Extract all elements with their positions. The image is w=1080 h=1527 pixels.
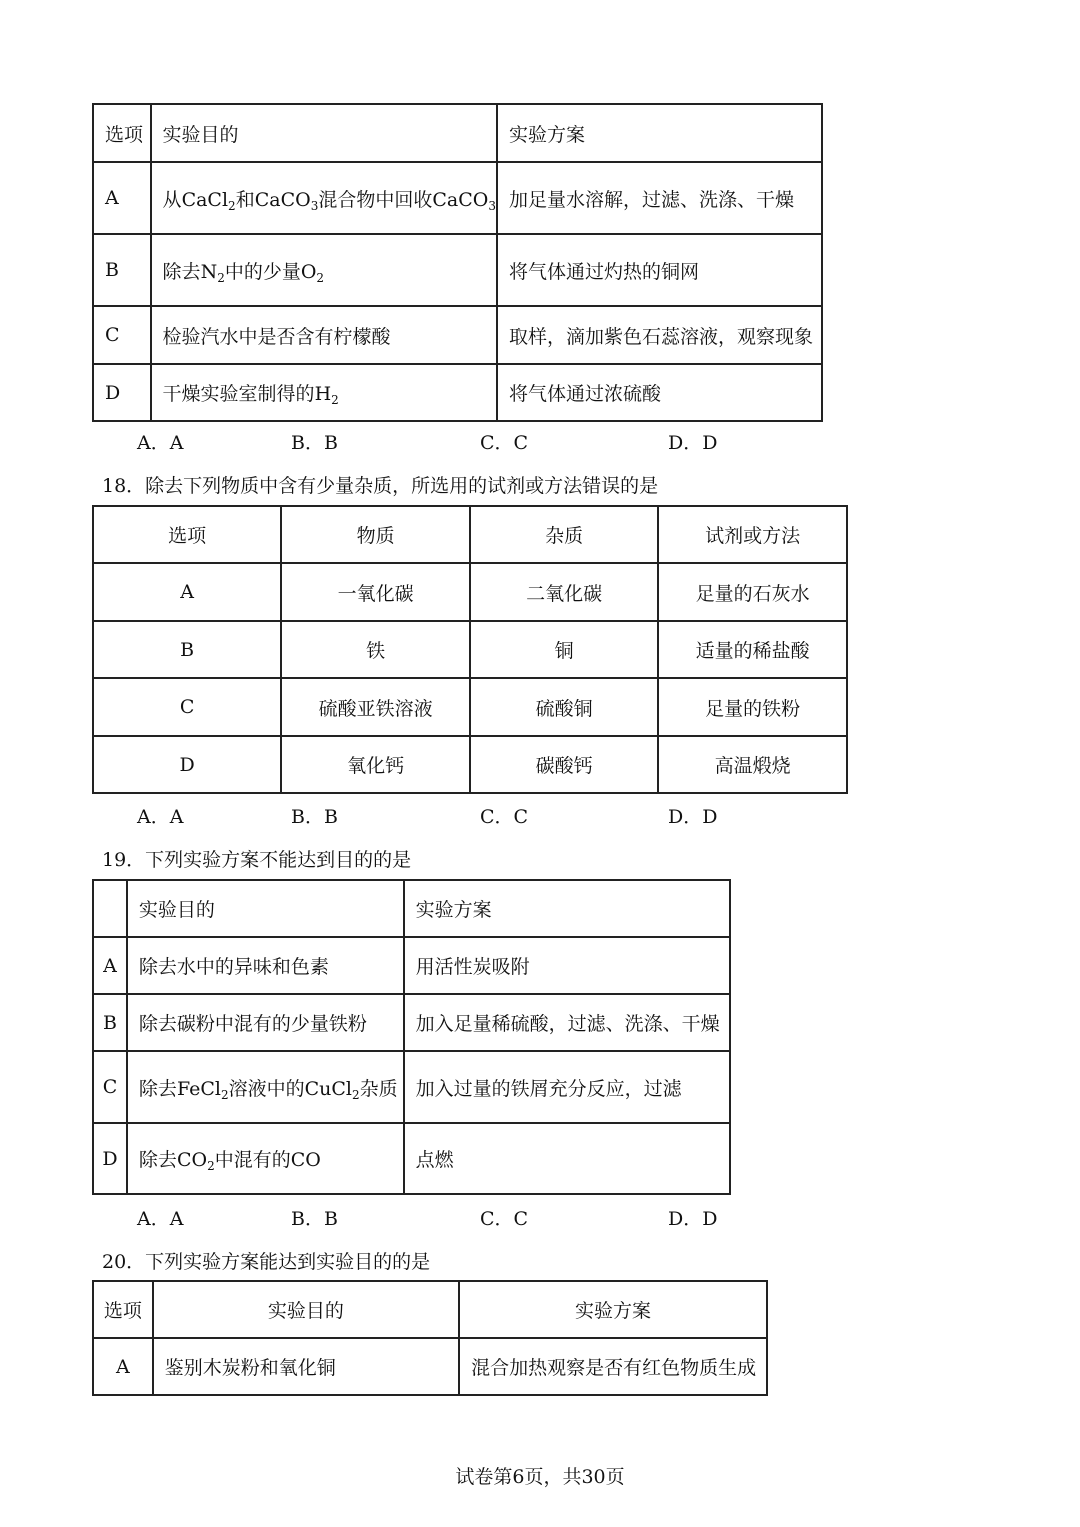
- method-cell: 足量的石灰水: [658, 563, 847, 621]
- goal-cell: 检验汽水中是否含有柠檬酸: [151, 306, 497, 364]
- header-cell: 实验目的: [151, 104, 497, 162]
- goal-cell: 除去水中的异味和色素: [127, 937, 404, 994]
- option-cell: B: [93, 234, 151, 306]
- method-cell: 适量的稀盐酸: [658, 621, 847, 678]
- option-cell: D: [93, 1123, 127, 1194]
- goal-cell: 干燥实验室制得的$H_2$: [151, 364, 497, 421]
- option-cell: B: [93, 994, 127, 1051]
- header-cell: 实验目的: [127, 880, 404, 937]
- header-cell: 杂质: [470, 506, 658, 563]
- answer-option-b[interactable]: B．B: [291, 1208, 338, 1230]
- plan-cell: 加入过量的铁屑充分反应，过滤: [404, 1051, 730, 1123]
- answer-option-c[interactable]: C．C: [480, 806, 529, 828]
- table-q18: [92, 505, 848, 794]
- answer-option-d[interactable]: D．D: [668, 806, 718, 828]
- option-cell: C: [93, 306, 151, 364]
- header-cell: 选项: [93, 506, 281, 563]
- option-cell: B: [93, 621, 281, 678]
- impurity-cell: 硫酸铜: [470, 678, 658, 736]
- header-cell: 实验目的: [153, 1281, 459, 1338]
- option-cell: A: [93, 162, 151, 234]
- impurity-cell: 铜: [470, 621, 658, 678]
- answer-option-d[interactable]: D．D: [668, 432, 718, 454]
- option-cell: A: [93, 1338, 153, 1395]
- goal-cell: 鉴别木炭粉和氧化铜: [153, 1338, 459, 1395]
- substance-cell: 硫酸亚铁溶液: [281, 678, 470, 736]
- answer-option-a[interactable]: A．A: [137, 1208, 184, 1230]
- plan-cell: 用活性炭吸附: [404, 937, 730, 994]
- plan-cell: 取样，滴加紫色石蕊溶液，观察现象: [497, 306, 822, 364]
- goal-cell: 除去FeCl$_2$溶液中的CuCl$_2$杂质: [127, 1051, 404, 1123]
- goal-cell: 除去碳粉中混有的少量铁粉: [127, 994, 404, 1051]
- option-cell: C: [93, 1051, 127, 1123]
- plan-cell: 点燃: [404, 1123, 730, 1194]
- answer-option-c[interactable]: C．C: [480, 1208, 529, 1230]
- answer-options-q18: [0, 802, 1080, 832]
- option-cell: D: [93, 364, 151, 421]
- impurity-cell: 二氧化碳: [470, 563, 658, 621]
- plan-cell: 将气体通过浓硫酸: [497, 364, 822, 421]
- table-q20: [92, 1280, 768, 1396]
- option-cell: C: [93, 678, 281, 736]
- answer-option-c[interactable]: C．C: [480, 432, 529, 454]
- header-cell: 实验方案: [497, 104, 822, 162]
- option-cell: A: [93, 937, 127, 994]
- impurity-cell: 碳酸钙: [470, 736, 658, 793]
- header-cell: 选项: [93, 104, 151, 162]
- page-footer: 试卷第6页，共30页: [455, 1466, 625, 1488]
- answer-option-b[interactable]: B．B: [291, 806, 338, 828]
- question-18-stem: 18．除去下列物质中含有少量杂质，所选用的试剂或方法错误的是: [102, 475, 659, 497]
- table-q17: [92, 103, 823, 422]
- substance-cell: 一氧化碳: [281, 563, 470, 621]
- header-cell: 试剂或方法: [658, 506, 847, 563]
- method-cell: 高温煅烧: [658, 736, 847, 793]
- answer-options-q17: [0, 428, 1080, 458]
- table-q19: [92, 879, 731, 1195]
- plan-cell: 加入足量稀硫酸，过滤、洗涤、干燥: [404, 994, 730, 1051]
- answer-option-b[interactable]: B．B: [291, 432, 338, 454]
- answer-option-a[interactable]: A．A: [137, 806, 184, 828]
- plan-cell: 将气体通过灼热的铜网: [497, 234, 822, 306]
- answer-option-d[interactable]: D．D: [668, 1208, 718, 1230]
- goal-cell: 除去$CO_2$中混有的CO: [127, 1123, 404, 1194]
- answer-option-a[interactable]: A．A: [137, 432, 184, 454]
- header-cell: 物质: [281, 506, 470, 563]
- header-cell: 实验方案: [404, 880, 730, 937]
- question-19-stem: 19．下列实验方案不能达到目的的是: [102, 849, 412, 871]
- method-cell: 足量的铁粉: [658, 678, 847, 736]
- goal-cell: 从CaCl$_2$和CaCO$_3$混合物中回收CaCO$_3$: [151, 162, 497, 234]
- substance-cell: 铁: [281, 621, 470, 678]
- header-cell: 选项: [93, 1281, 153, 1338]
- plan-cell: 混合加热观察是否有红色物质生成: [459, 1338, 767, 1395]
- question-20-stem: 20．下列实验方案能达到实验目的的是: [102, 1251, 431, 1273]
- substance-cell: 氧化钙: [281, 736, 470, 793]
- option-cell: D: [93, 736, 281, 793]
- option-cell: A: [93, 563, 281, 621]
- header-cell: [93, 880, 127, 937]
- answer-options-q19: [0, 1204, 1080, 1234]
- goal-cell: 除去$N_2$中的少量$O_2$: [151, 234, 497, 306]
- header-cell: 实验方案: [459, 1281, 767, 1338]
- plan-cell: 加足量水溶解，过滤、洗涤、干燥: [497, 162, 822, 234]
